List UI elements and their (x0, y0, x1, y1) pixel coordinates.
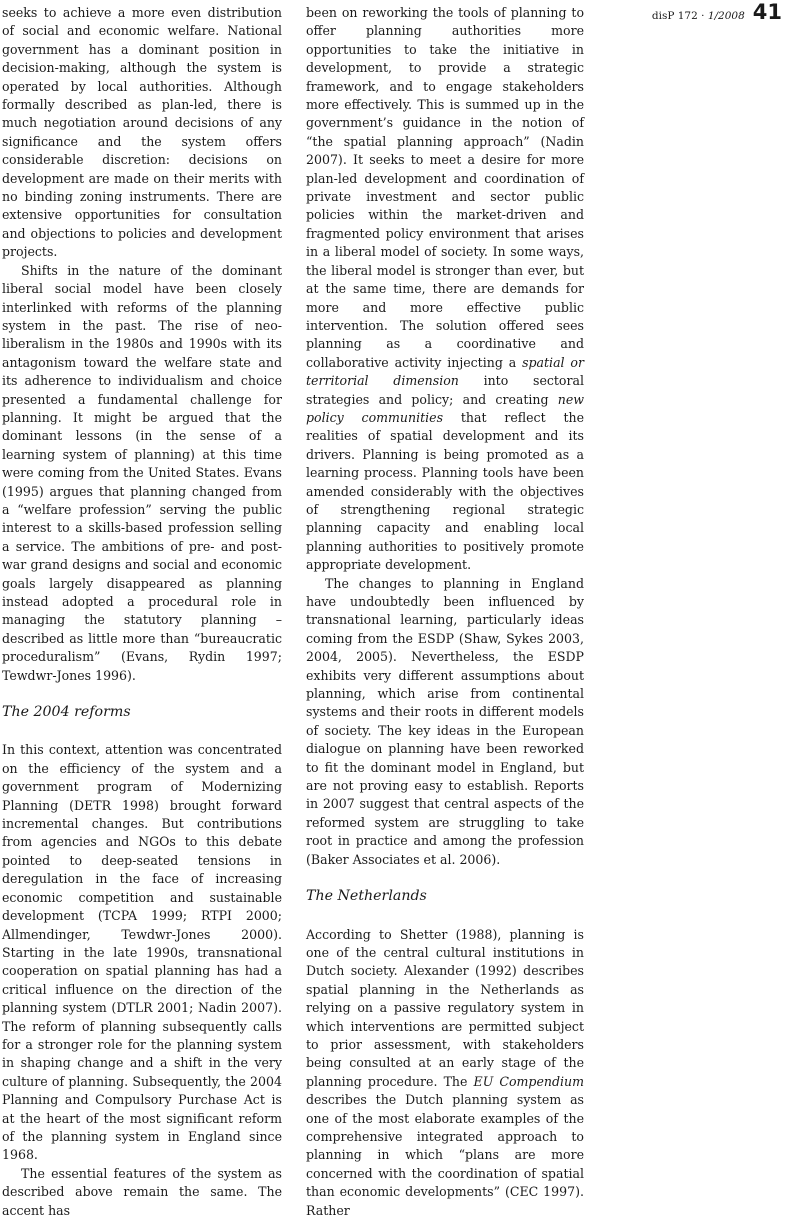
text-run: According to Shetter (1988), planning is one of the central cultural institutions in Dutch society. Alexander (1992) describes spatial planning in the Netherlands as relying on a passive regulatory system in which interventions are permitted subject to prior assessment, with stakeholders being consulted at an early stage of the planning procedure. The (306, 927, 584, 1089)
paragraph: In this context, attention was concentrated on the efficiency of the system and a government program of Modernizing Planning (DETR 1998) brought forward incremental changes. But contributions from agencies and NGOs to this debate pointed to deep-seated tensions in deregulation in the face of increasing economic competition and sustainable development (TCPA 1999; RTPI 2000; Allmendinger, Tewdwr-Jones 2000). Starting in the late 1990s, transnational cooperation on spatial planning has had a critical influence on the direction of the planning system (DTLR 2001; Nadin 2007). The reform of planning subsequently calls for a stronger role for the planning system in shaping change and a shift in the very culture of planning. Subsequently, the 2004 Planning and Compulsory Purchase Act is at the heart of the most significant reform of the planning system in England since 1968. (2, 741, 282, 1164)
citation-separator: · (698, 10, 708, 22)
page-number: 41 (753, 0, 782, 24)
section-heading: The 2004 reforms (2, 703, 282, 721)
left-column (2, 4, 282, 1220)
paragraph: The essential features of the system as described above remain the same. The accent has (2, 1165, 282, 1220)
paragraph (306, 4, 584, 575)
section-heading: The Netherlands (306, 887, 584, 905)
journal-name: disP 172 (652, 10, 698, 22)
emphasis-text: new policy communities (306, 392, 584, 425)
paragraph: seeks to achieve a more even distribution of social and economic welfare. National government has a dominant position in decision-making, although the system is operated by local authorities. Although formally described as plan-led, there is much negotiation around decisions of any significance and the system offers considerable discretion: decisions on development are made on their merits with no binding zoning instruments. There are extensive opportunities for consultation and objections to policies and development projects. (2, 4, 282, 262)
text-run: been on reworking the tools of planning to offer planning authorities more opportunities to take the initiative in development, to provide a strategic framework, and to engage stakeholders more effectively. This is summed up in the government’s guidance in the notion of “the spatial planning approach” (Nadin 2007). It seeks to meet a desire for more plan-led development and coordination of private investment and sector public policies within the market-driven and fragmented policy environment that arises in a liberal model of society. In some ways, the liberal model is stronger than ever, but at the same time, there are demands for more and more effective public intervention. The solution offered sees planning as a coordinative and collaborative activity injecting a (306, 5, 584, 370)
emphasis-text: spatial or territorial dimension (306, 355, 584, 388)
text-run: into sectoral strategies and policy; and creating (306, 373, 584, 406)
paragraph (306, 926, 584, 1220)
paragraph: The changes to planning in England have undoubtedly been influenced by transnational learning, particularly ideas coming from the ESDP (Shaw, Sykes 2003, 2004, 2005). Nevertheless, the ESDP exhibits very different assumptions about planning, which arise from continental systems and their roots in different models of society. The key ideas in the European dialogue on planning have been reworked to fit the dominant model in England, but are not proving easy to establish. Reports in 2007 suggest that central aspects of the reformed system are struggling to take root in practice and among the profession (Baker Associates et al. 2006). (306, 575, 584, 870)
issue-number: 1/2008 (708, 10, 745, 22)
text-run: describes the Dutch planning system as one of the most elaborate examples of the comprehensive integrated approach to planning in which “plans are more concerned with the coordination of spatial than economic developments” (CEC 1997). Rather (306, 1092, 584, 1217)
text-run: that reflect the realities of spatial development and its drivers. Planning is being promoted as a learning process. Planning tools have been amended considerably with the objectives of strengthening regional strategic planning capacity and enabling local planning authorities to positively promote appropriate development. (306, 410, 584, 572)
running-header (652, 0, 782, 24)
right-column (306, 4, 584, 1220)
emphasis-text: EU Compendium (474, 1074, 584, 1089)
paragraph: Shifts in the nature of the dominant liberal social model have been closely interlinked with reforms of the planning system in the past. The rise of neo-liberalism in the 1980s and 1990s with its antagonism toward the welfare state and its adherence to individualism and choice presented a fundamental challenge for planning. It might be argued that the dominant lessons (in the sense of a learning system of planning) at this time were coming from the United States. Evans (1995) argues that planning changed from a “welfare profession” serving the public interest to a skills-based profession selling a service. The ambitions of pre- and post-war grand designs and social and economic goals largely disappeared as planning instead adopted a procedural role in managing the statutory planning – described as little more than “bureaucratic proceduralism” (Evans, Rydin 1997; Tewdwr-Jones 1996). (2, 262, 282, 685)
journal-citation (652, 10, 745, 22)
